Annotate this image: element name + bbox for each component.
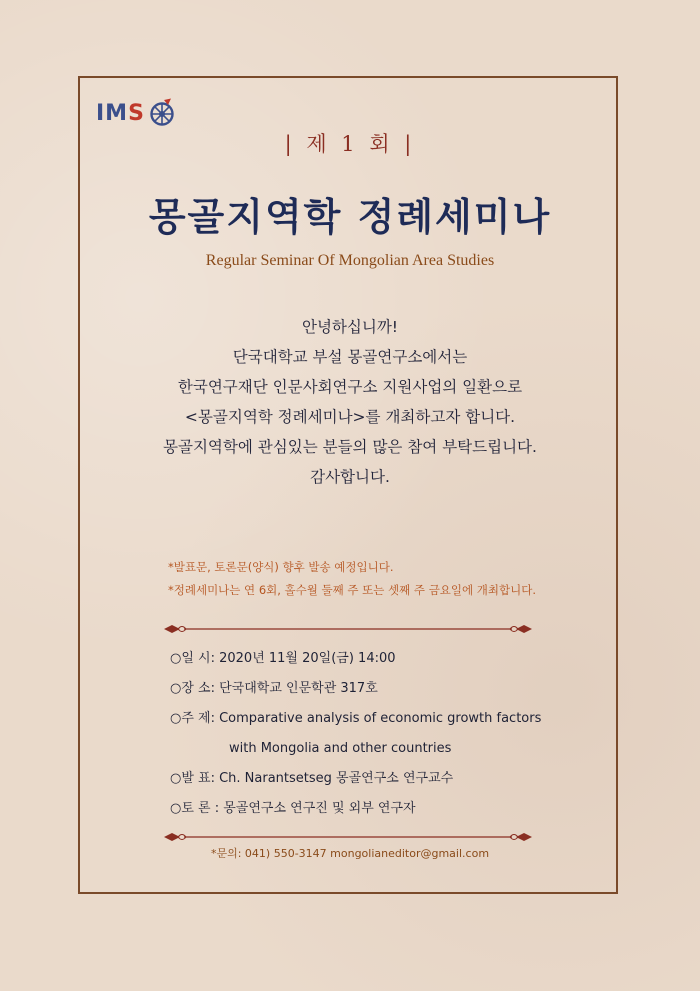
logo-text-im: IM [96,100,129,126]
seminar-subtitle: Regular Seminar Of Mongolian Area Studies [205,252,495,269]
event-info [170,644,541,824]
note-line: *정례세미나는 연 6회, 홀수월 둘째 주 또는 셋째 주 금요일에 개최합니다. [168,583,536,597]
greeting-line: 한국연구재단 인문사회연구소 지원사업의 일환으로 [177,378,523,396]
contact-info: *문의: 041) 550-3147 mongolianeditor@gmail.com [210,847,490,860]
greeting-line: 단국대학교 부설 몽골연구소에서는 [232,348,468,366]
wheel-emblem-icon [147,98,177,128]
notes-block [168,556,536,602]
greeting-message [0,312,700,492]
seminar-title: 몽골지역학 정례세미나 [148,194,552,239]
ims-logo [96,96,177,130]
greeting-line: 안녕하십니까! [301,318,399,336]
session-label: | 제 1 회 | [284,132,416,156]
info-date: ○일 시: 2020년 11월 20일(금) 14:00 [170,651,396,666]
logo-text-s: S [128,100,145,126]
greeting-line: 감사합니다. [310,468,390,486]
info-presenter: ○발 표: Ch. Narantsetseg 몽골연구소 연구교수 [170,771,454,786]
logo-text [96,101,145,126]
greeting-line: <몽골지역학 정례세미나>를 개최하고자 합니다. [184,408,516,426]
info-topic-continued: with Mongolia and other countries [229,741,452,756]
note-line: *발표문, 토론문(양식) 향후 발송 예정입니다. [168,560,394,574]
ornament-divider-top [162,622,534,636]
info-topic: ○주 제: Comparative analysis of economic growth factors [170,711,542,726]
info-place: ○장 소: 단국대학교 인문학관 317호 [170,681,378,696]
ornament-divider-bottom [162,830,534,844]
info-discussant: ○토 론 : 몽골연구소 연구진 및 외부 연구자 [170,801,416,816]
greeting-line: 몽골지역학에 관심있는 분들의 많은 참여 부탁드립니다. [163,438,537,456]
